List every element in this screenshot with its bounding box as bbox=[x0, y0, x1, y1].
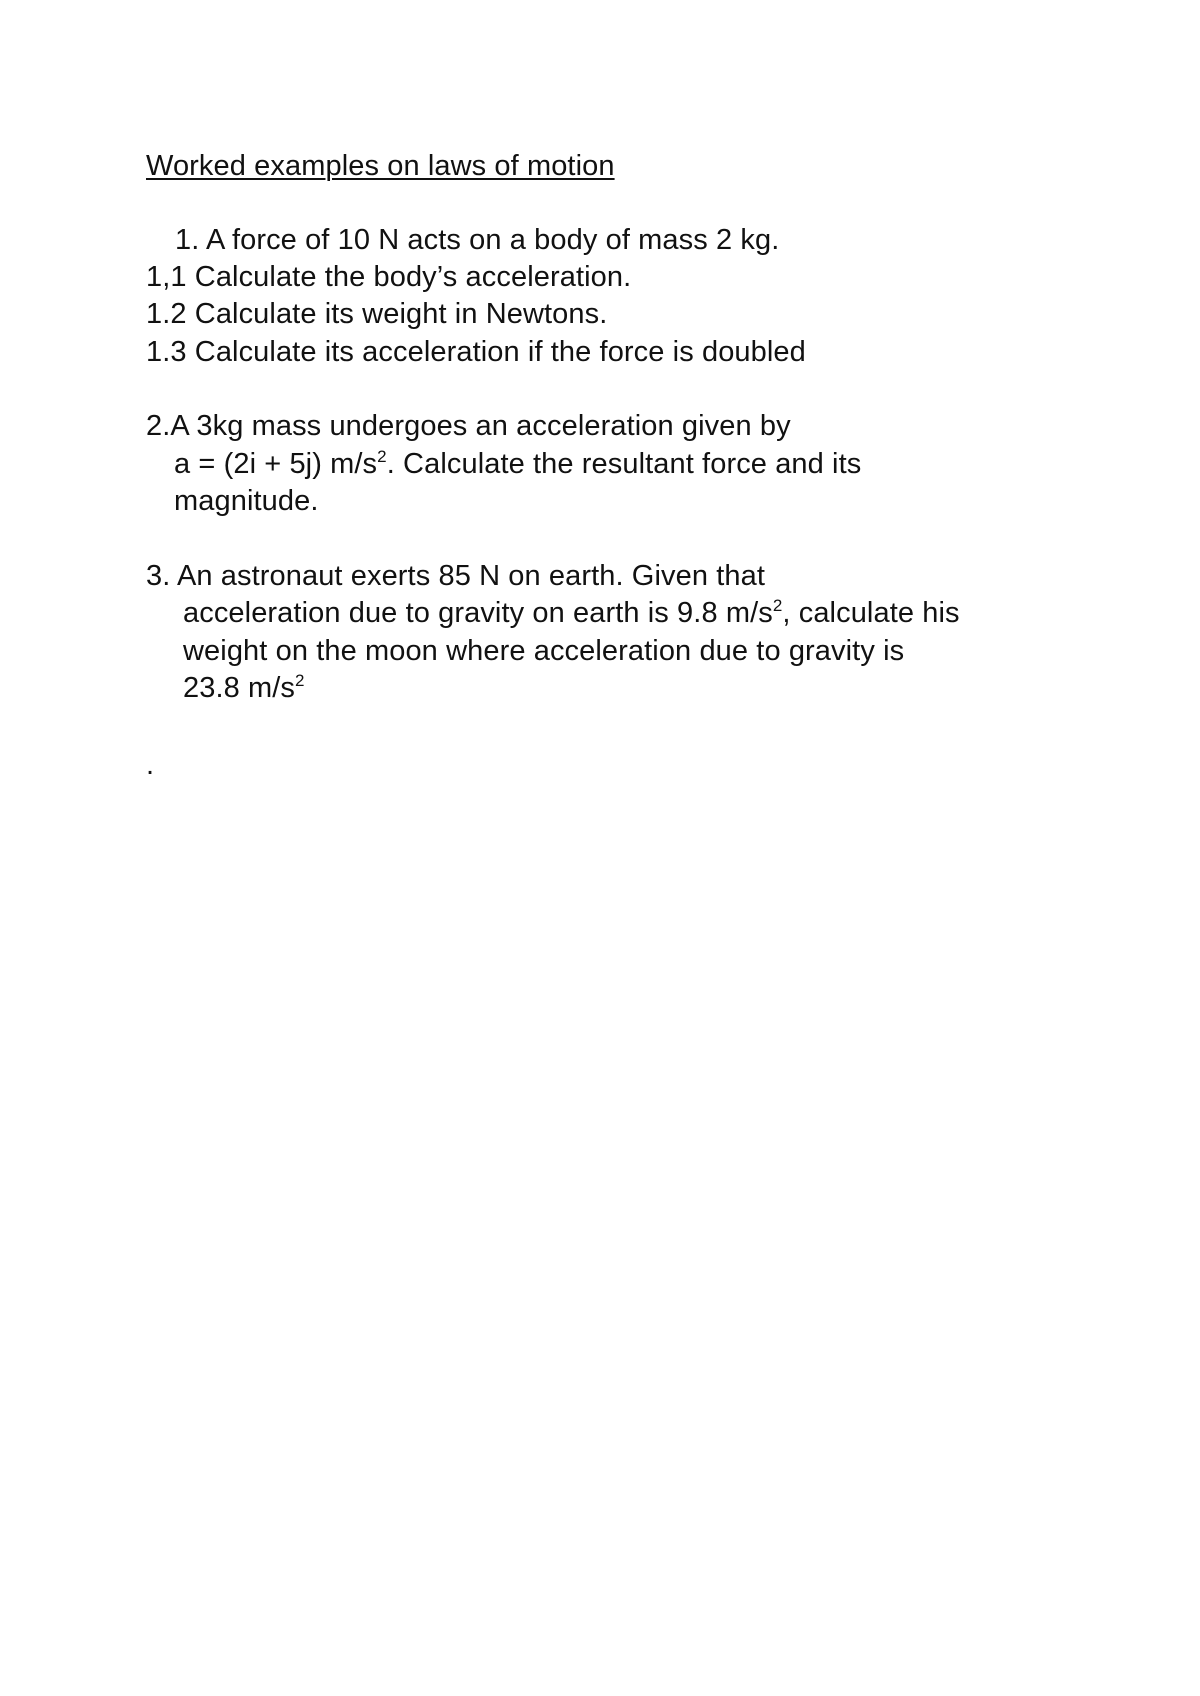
q2-superscript: 2 bbox=[377, 447, 387, 466]
q3-line-4-text: 23.8 m/s bbox=[183, 672, 296, 704]
q2-acceleration-expression: a = (2i + 5j) m/s bbox=[174, 448, 378, 480]
question-3-line-1: 3. An astronaut exerts 85 N on earth. Given that bbox=[146, 560, 765, 592]
document-title: Worked examples on laws of motion bbox=[146, 150, 615, 182]
question-3-line-4 bbox=[183, 670, 305, 706]
q3-line-2-text: acceleration due to gravity on earth is 9.8 m/s bbox=[183, 597, 773, 629]
question-1-part-1: 1,1 Calculate the body’s acceleration. bbox=[146, 261, 632, 293]
q2-line-2-continuation: . Calculate the resultant force and its bbox=[386, 448, 862, 480]
trailing-dot: . bbox=[146, 749, 155, 781]
q3-line-2-continuation: , calculate his bbox=[782, 597, 960, 629]
question-2-line-1: 2.A 3kg mass undergoes an acceleration given by bbox=[146, 410, 791, 442]
question-2-line-2 bbox=[174, 446, 861, 482]
question-1-part-2: 1.2 Calculate its weight in Newtons. bbox=[146, 298, 608, 330]
q3-line-4-superscript: 2 bbox=[295, 671, 305, 690]
question-1-part-3: 1.3 Calculate its acceleration if the force is doubled bbox=[146, 336, 806, 368]
q3-line-2-superscript: 2 bbox=[772, 596, 783, 615]
question-1-stem: 1. A force of 10 N acts on a body of mass 2 kg. bbox=[175, 224, 780, 256]
question-2-line-3: magnitude. bbox=[174, 485, 319, 517]
question-3-line-3: weight on the moon where acceleration due to gravity is bbox=[183, 635, 905, 667]
question-3-line-2 bbox=[183, 595, 960, 631]
